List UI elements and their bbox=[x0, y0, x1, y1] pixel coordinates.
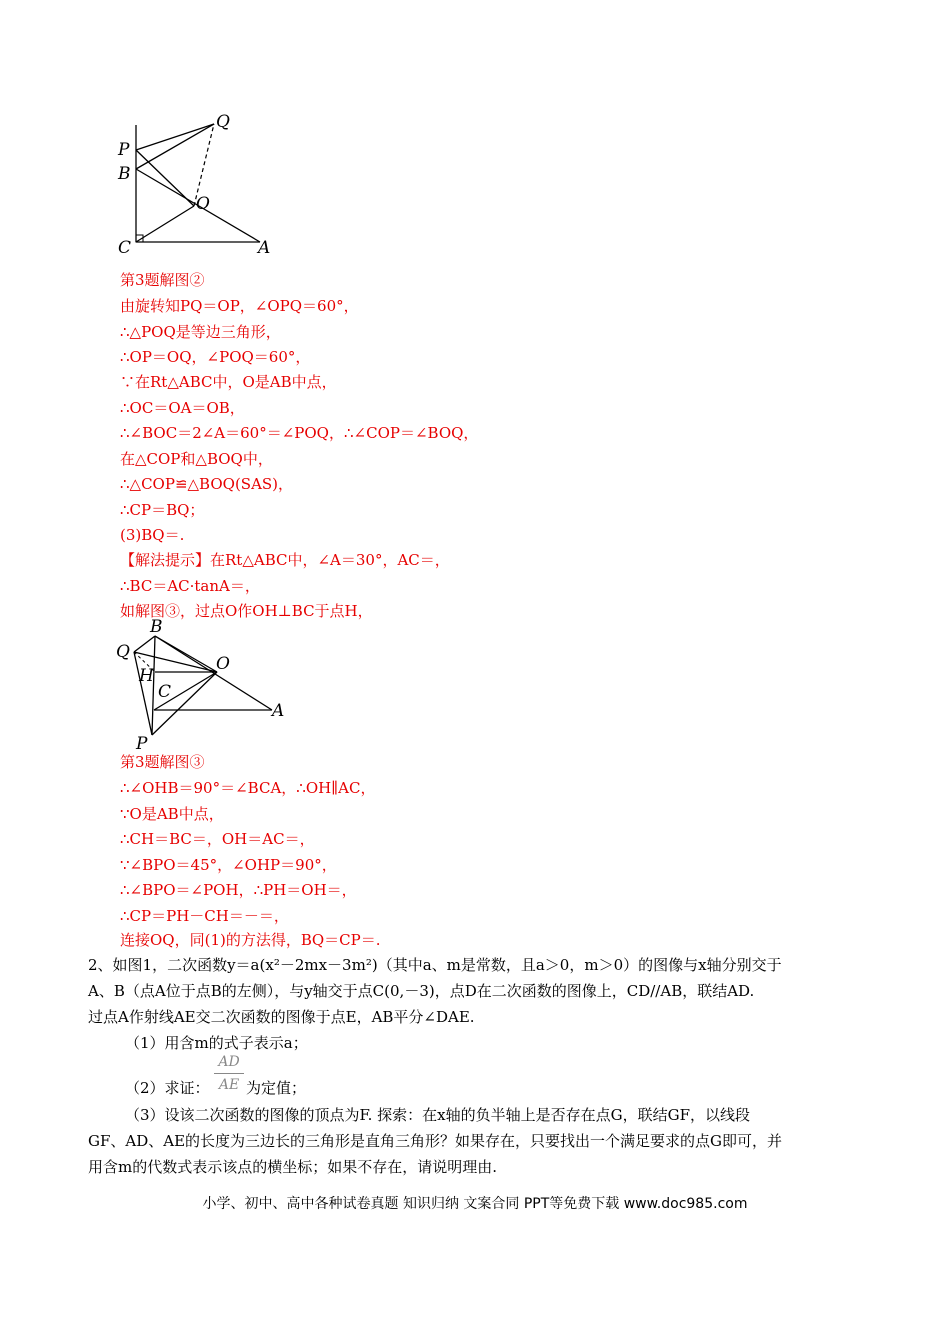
solution-line: ∵O是AB中点， bbox=[120, 805, 224, 823]
segment-bo bbox=[155, 636, 217, 672]
solution-line: ∴∠OHB＝90°＝∠BCA，∴OH∥AC， bbox=[120, 779, 376, 797]
solution-line: ∴△POQ是等边三角形， bbox=[120, 323, 281, 341]
label-o: O bbox=[216, 654, 230, 674]
solution-line: 在△COP和△BOQ中， bbox=[120, 450, 273, 468]
solution-line: 如解图③，过点O作OH⊥BC于点H， bbox=[120, 602, 373, 620]
segment-qp bbox=[134, 652, 152, 735]
solution-line: ∴OC＝OA＝OB， bbox=[120, 399, 245, 417]
fraction-ad-over-ae bbox=[214, 1053, 244, 1094]
label-p: P bbox=[118, 140, 130, 160]
figure-3-caption: 第3题解图③ bbox=[120, 753, 205, 771]
label-h: H bbox=[139, 666, 154, 686]
solution-line: ∴OP＝OQ，∠POQ＝60°， bbox=[120, 348, 311, 366]
figure-2-caption: 第3题解图② bbox=[120, 271, 205, 289]
fraction-bar bbox=[214, 1073, 244, 1074]
label-a: A bbox=[272, 701, 285, 721]
hint-line bbox=[120, 550, 450, 570]
solution-line: ∴△COP≌△BOQ(SAS)， bbox=[120, 475, 294, 493]
fraction-denominator: AE bbox=[218, 1077, 240, 1093]
solution-line: ∴CP＝PH－CH＝－＝， bbox=[120, 907, 289, 925]
solution-line: ∴∠BOC＝2∠A＝60°＝∠POQ，∴∠COP＝∠BOQ， bbox=[120, 424, 479, 442]
page-footer: 小学、初中、高中各种试卷真题 知识归纳 文案合同 PPT等免费下载 www.doc985.com bbox=[202, 1196, 748, 1212]
label-b: B bbox=[118, 164, 131, 184]
label-o: O bbox=[196, 194, 210, 214]
solution-line: ∵∠BPO＝45°，∠OHP＝90°， bbox=[120, 856, 337, 874]
question-1: （1）用含m的式子表示a； bbox=[125, 1034, 308, 1052]
solution-line: ∴BC＝AC·tanA＝， bbox=[120, 577, 260, 595]
solution-line: 由旋转知PQ＝OP，∠OPQ＝60°， bbox=[120, 297, 359, 315]
solution-line: ∵在Rt△ABC中，O是AB中点， bbox=[120, 373, 337, 391]
hint-tag: 【解法提示】 bbox=[120, 551, 211, 569]
solution-line: (3)BQ＝. bbox=[120, 526, 185, 544]
label-q: Q bbox=[216, 112, 230, 132]
hint-text: 在Rt△ABC中，∠A＝30°，AC＝， bbox=[210, 551, 450, 569]
segment-qb bbox=[134, 636, 155, 652]
label-b: B bbox=[150, 617, 163, 637]
question-2-suffix: 为定值； bbox=[246, 1079, 307, 1097]
label-c: C bbox=[118, 238, 132, 258]
problem-2-line: 2、如图1，二次函数y＝a(x²－2mx－3m²)（其中a、m是常数，且a＞0，m＞0）的图像与x轴分别交于 bbox=[88, 956, 782, 974]
segment-co bbox=[136, 206, 194, 242]
fraction-numerator: AD bbox=[218, 1054, 240, 1070]
problem-2-line: A、B（点A位于点B的左侧），与y轴交于点C(0,－3)，点D在二次函数的图像上，CD//AB，联结AD. bbox=[88, 982, 755, 1000]
label-c: C bbox=[158, 682, 172, 702]
figure-3-diagram bbox=[112, 617, 297, 752]
label-a: A bbox=[258, 238, 271, 258]
question-3-line: GF、AD、AE的长度为三边长的三角形是直角三角形？如果存在，只要找出一个满足要求的点G即可，并 bbox=[88, 1132, 783, 1150]
figure-2-diagram bbox=[110, 105, 280, 260]
question-3-line: 用含m的代数式表示该点的横坐标；如果不存在，请说明理由. bbox=[88, 1158, 497, 1176]
label-q: Q bbox=[116, 642, 130, 662]
question-3-line: （3）设该二次函数的图像的顶点为F. 探索：在x轴的负半轴上是否存在点G，联结GF，以线段 bbox=[125, 1106, 750, 1124]
solution-line: ∴CP＝BQ； bbox=[120, 501, 205, 519]
problem-2-line: 过点A作射线AE交二次函数的图像于点E，AB平分∠DAE. bbox=[88, 1008, 475, 1026]
segment-po bbox=[136, 150, 194, 206]
question-2-prefix: （2）求证： bbox=[125, 1079, 210, 1097]
solution-line: ∴CH＝BC＝，OH＝AC＝， bbox=[120, 830, 315, 848]
label-p: P bbox=[136, 734, 148, 752]
solution-line: 连接OQ，同(1)的方法得，BQ＝CP＝. bbox=[120, 931, 381, 949]
solution-line: ∴∠BPO＝∠POH，∴PH＝OH＝， bbox=[120, 881, 357, 899]
